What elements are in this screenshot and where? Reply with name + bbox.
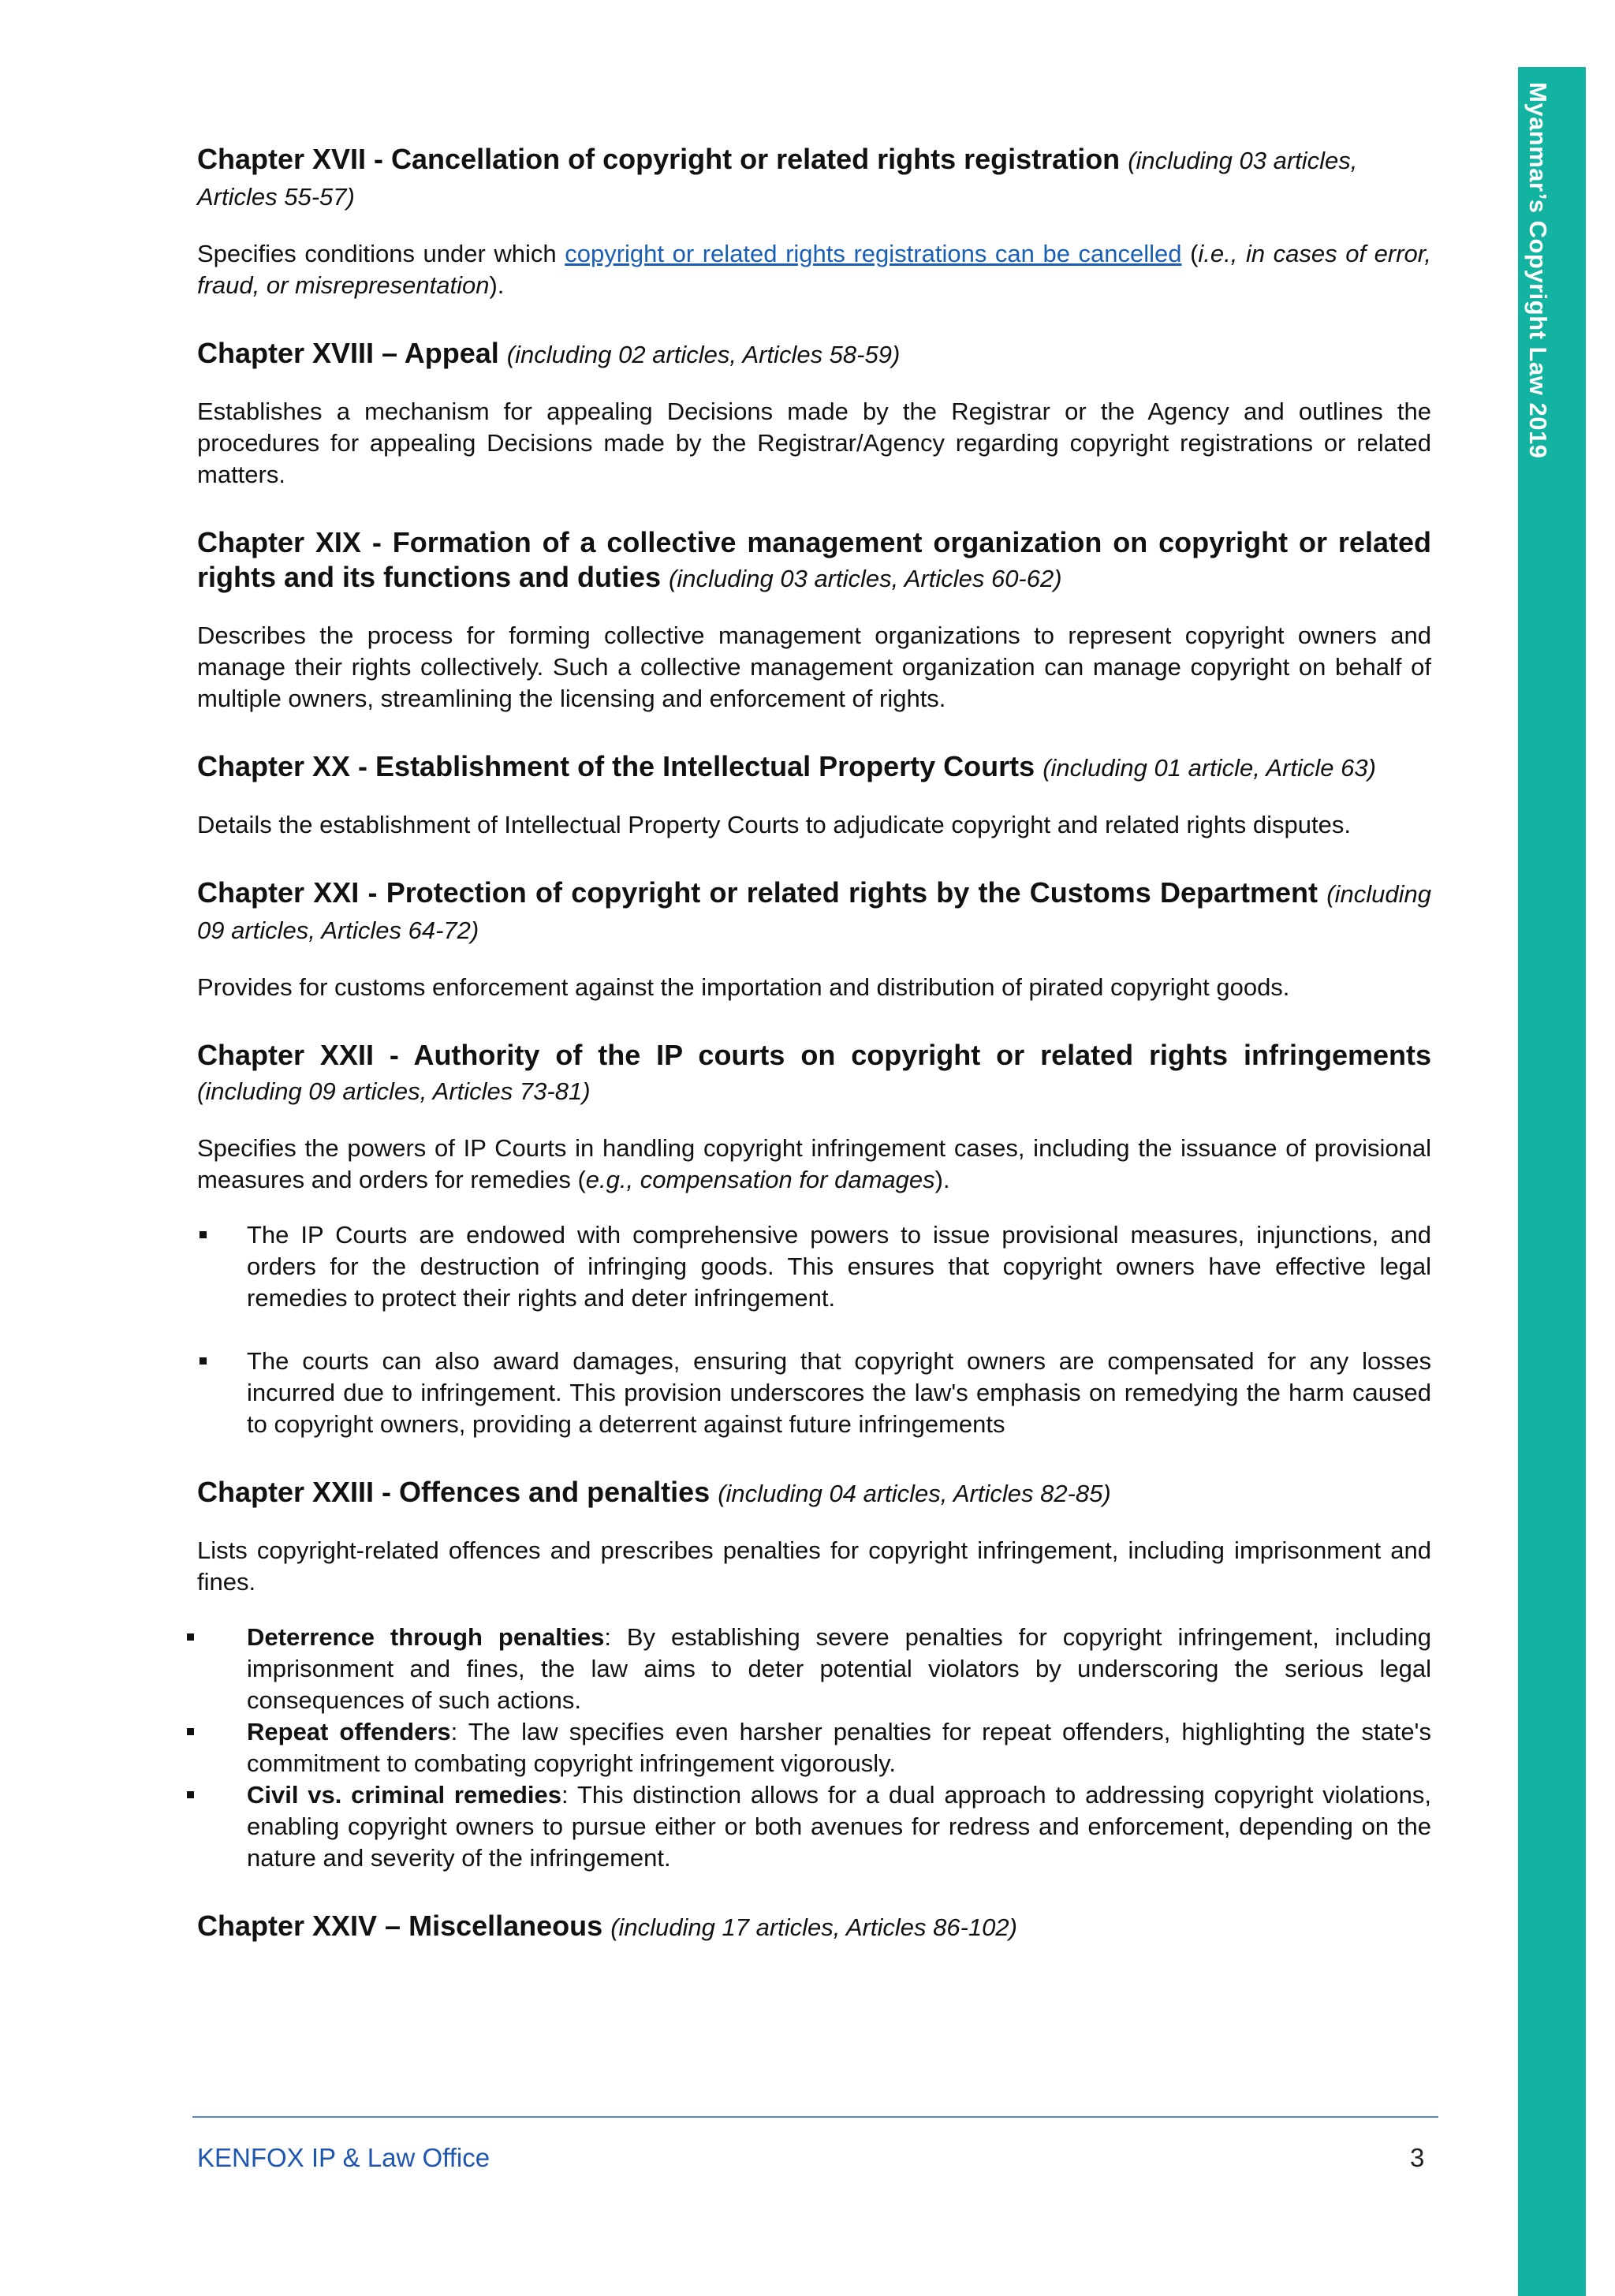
chapter-xxii-text bbox=[197, 1133, 1431, 1196]
chapter-xix-heading bbox=[197, 525, 1431, 596]
chapter-title: Chapter XXII - Authority of the IP courts on copyright or related rights infringements bbox=[197, 1039, 1431, 1071]
penalties-list bbox=[197, 1622, 1431, 1874]
chapter-xxi-text: Provides for customs enforcement against the importation and distribution of pirated copyright goods. bbox=[197, 973, 1290, 1001]
italic-span: e.g., compensation for damages bbox=[585, 1166, 935, 1193]
list-text: : This distinction allows for a dual approach to addressing copyright violations, enabling copyright owners to pursue either or both avenues for redress and enforcement, depending on the nature and severity of the infringement. bbox=[247, 1781, 1431, 1872]
list-term: Repeat offenders bbox=[247, 1718, 451, 1745]
list-text: : The law specifies even harsher penalties for repeat offenders, highlighting the state's commitment to combating copyright infringement vigorously. bbox=[247, 1718, 1431, 1777]
chapter-subtitle: (including 04 articles, Articles 82-85) bbox=[718, 1480, 1111, 1507]
sidebar-title: Myanmar’s Copyright Law 2019 bbox=[1524, 82, 1552, 459]
list-item bbox=[197, 1716, 1431, 1779]
chapter-subtitle: (including 17 articles, Articles 86-102) bbox=[610, 1913, 1017, 1941]
italic-span: i.e., in cases of error, fraud, or misrepresentation bbox=[197, 240, 1432, 299]
chapter-title: Chapter XXI - Protection of copyright or related rights by the Customs Department bbox=[197, 876, 1318, 909]
chapter-xxiv-heading bbox=[197, 1909, 1431, 1945]
chapter-xx-text: Details the establishment of Intellectual Property Courts to adjudicate copyright and related rights disputes. bbox=[197, 811, 1351, 838]
chapter-xxiii-heading bbox=[197, 1475, 1431, 1511]
chapter-subtitle: (including 09 articles, Articles 73-81) bbox=[197, 1077, 591, 1105]
chapter-title: Chapter XIX - Formation of a collective management organization on copyright or related rights and its functions and duties bbox=[197, 526, 1431, 593]
chapter-xxi-heading bbox=[197, 875, 1431, 948]
chapter-title: Chapter XXIII - Offences and penalties bbox=[197, 1476, 711, 1508]
chapter-subtitle: (including 03 articles, Articles 60-62) bbox=[669, 565, 1062, 592]
footer-divider bbox=[192, 2116, 1438, 2118]
chapter-title: Chapter XVIII – Appeal bbox=[197, 337, 499, 369]
list-item: The IP Courts are endowed with comprehensive powers to issue provisional measures, injunctions, and orders for the destruction of infringing goods. This ensures that copyright owners have effective legal remedies to protect their rights and deter infringement. bbox=[197, 1219, 1431, 1314]
chapter-xix-text: Describes the process for forming collective management organizations to represent copyright owners and manage their rights collectively. Such a collective management organization can manage copyright on behalf of multiple owners, streamlining the licensing and enforcement of rights. bbox=[197, 622, 1431, 712]
chapter-xvii-text bbox=[197, 238, 1431, 301]
text-span: ). bbox=[489, 271, 505, 299]
text-span: ( bbox=[1181, 240, 1199, 267]
cancellation-link[interactable]: copyright or related rights registrations can be cancelled bbox=[565, 240, 1182, 267]
chapter-xxiii-text: Lists copyright-related offences and prescribes penalties for copyright infringement, including imprisonment and fines. bbox=[197, 1536, 1431, 1596]
chapter-title: Chapter XXIV – Miscellaneous bbox=[197, 1910, 603, 1942]
footer-org: KENFOX IP & Law Office bbox=[197, 2143, 490, 2172]
page-content bbox=[197, 142, 1431, 1945]
chapter-xxii-heading bbox=[197, 1038, 1431, 1109]
text-span: Specifies the powers of IP Courts in handling copyright infringement cases, including the issuance of provisional measures and orders for remedies ( bbox=[197, 1134, 1431, 1193]
chapter-xviii-heading bbox=[197, 336, 1431, 372]
chapter-subtitle: (including 09 articles, Articles 64-72) bbox=[197, 880, 1431, 944]
list-text: : By establishing severe penalties for copyright infringement, including imprisonment and fines, the law aims to deter potential violators by underscoring the serious legal consequences of such actions. bbox=[247, 1623, 1431, 1714]
chapter-title: Chapter XVII - Cancellation of copyright or related rights registration bbox=[197, 143, 1121, 175]
chapter-xviii-text: Establishes a mechanism for appealing Decisions made by the Registrar or the Agency and outlines the procedures for appealing Decisions made by the Registrar/Agency regarding copyright registrations or related matters. bbox=[197, 398, 1431, 488]
list-item bbox=[197, 1622, 1431, 1716]
list-term: Deterrence through penalties bbox=[247, 1623, 605, 1651]
page-number: 3 bbox=[1410, 2143, 1425, 2172]
chapter-xx-heading bbox=[197, 749, 1431, 786]
text-span: Specifies conditions under which bbox=[197, 240, 565, 267]
list-item: The courts can also award damages, ensuring that copyright owners are compensated for any losses incurred due to infringement. This provision underscores the law's emphasis on remedying the harm caused to copyright owners, providing a deterrent against future infringements bbox=[197, 1346, 1431, 1440]
list-term: Civil vs. criminal remedies bbox=[247, 1781, 562, 1809]
chapter-subtitle: (including 02 articles, Articles 58-59) bbox=[506, 341, 901, 368]
court-powers-list bbox=[197, 1219, 1431, 1440]
text-span: ). bbox=[934, 1166, 950, 1193]
chapter-subtitle: (including 03 articles, Articles 55-57) bbox=[197, 147, 1358, 211]
chapter-xvii-heading bbox=[197, 142, 1431, 215]
list-item bbox=[197, 1779, 1431, 1874]
chapter-subtitle: (including 01 article, Article 63) bbox=[1042, 754, 1376, 782]
chapter-title: Chapter XX - Establishment of the Intellectual Property Courts bbox=[197, 750, 1035, 782]
